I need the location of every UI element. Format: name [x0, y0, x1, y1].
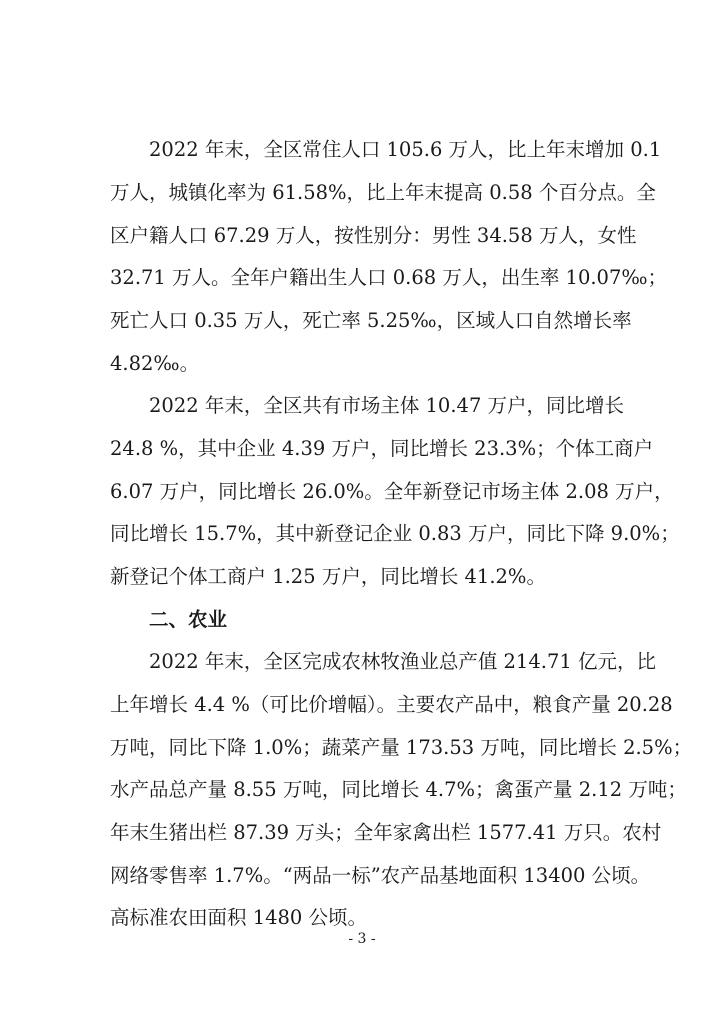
paragraph-line: 6.07 万户，同比增长 26.0%。全年新登记市场主体 2.08 万户， [110, 480, 674, 503]
paragraph-line: 上年增长 4.4 %（可比价增幅）。主要农产品中，粮食产量 20.28 [110, 693, 673, 716]
paragraph-line: 同比增长 15.7%，其中新登记企业 0.83 万户，同比下降 9.0%； [110, 522, 680, 545]
paragraph-line: 4.82‰。 [110, 352, 200, 375]
paragraph-line: 2022 年末，全区共有市场主体 10.47 万户，同比增长 [149, 394, 625, 417]
paragraph-line: 水产品总产量 8.55 万吨，同比增长 4.7%；禽蛋产量 2.12 万吨； [110, 778, 687, 801]
paragraph-line: 年末生猪出栏 87.39 万头；全年家禽出栏 1577.41 万只。农村 [110, 821, 662, 844]
page-number: - 3 - [348, 931, 376, 947]
paragraph-line: 死亡人口 0.35 万人，死亡率 5.25‰，区域人口自然增长率 [110, 309, 632, 332]
paragraph-line: 网络零售率 1.7%。“两品一标”农产品基地面积 13400 公顷。 [110, 864, 651, 887]
paragraph-line: 32.71 万人。全年户籍出生人口 0.68 万人，出生率 10.07‰； [110, 266, 668, 289]
paragraph-line: 24.8 %，其中企业 4.39 万户，同比增长 23.3%；个体工商户 [110, 437, 654, 460]
paragraph-line: 2022 年末，全区常住人口 105.6 万人，比上年末增加 0.1 [149, 138, 662, 161]
paragraph-line: 万吨，同比下降 1.0%；蔬菜产量 173.53 万吨，同比增长 2.5%； [110, 736, 693, 759]
section-heading: 二、农业 [149, 608, 228, 631]
paragraph-line: 2022 年末，全区完成农林牧渔业总产值 214.71 亿元，比 [149, 650, 656, 673]
paragraph-line: 万人，城镇化率为 61.58%，比上年末提高 0.58 个百分点。全 [110, 181, 656, 204]
paragraph-line: 高标准农田面积 1480 公顷。 [110, 906, 368, 929]
paragraph-line: 新登记个体工商户 1.25 万户，同比增长 41.2%。 [110, 565, 546, 588]
paragraph-line: 区户籍人口 67.29 万人，按性别分：男性 34.58 万人，女性 [110, 224, 637, 247]
